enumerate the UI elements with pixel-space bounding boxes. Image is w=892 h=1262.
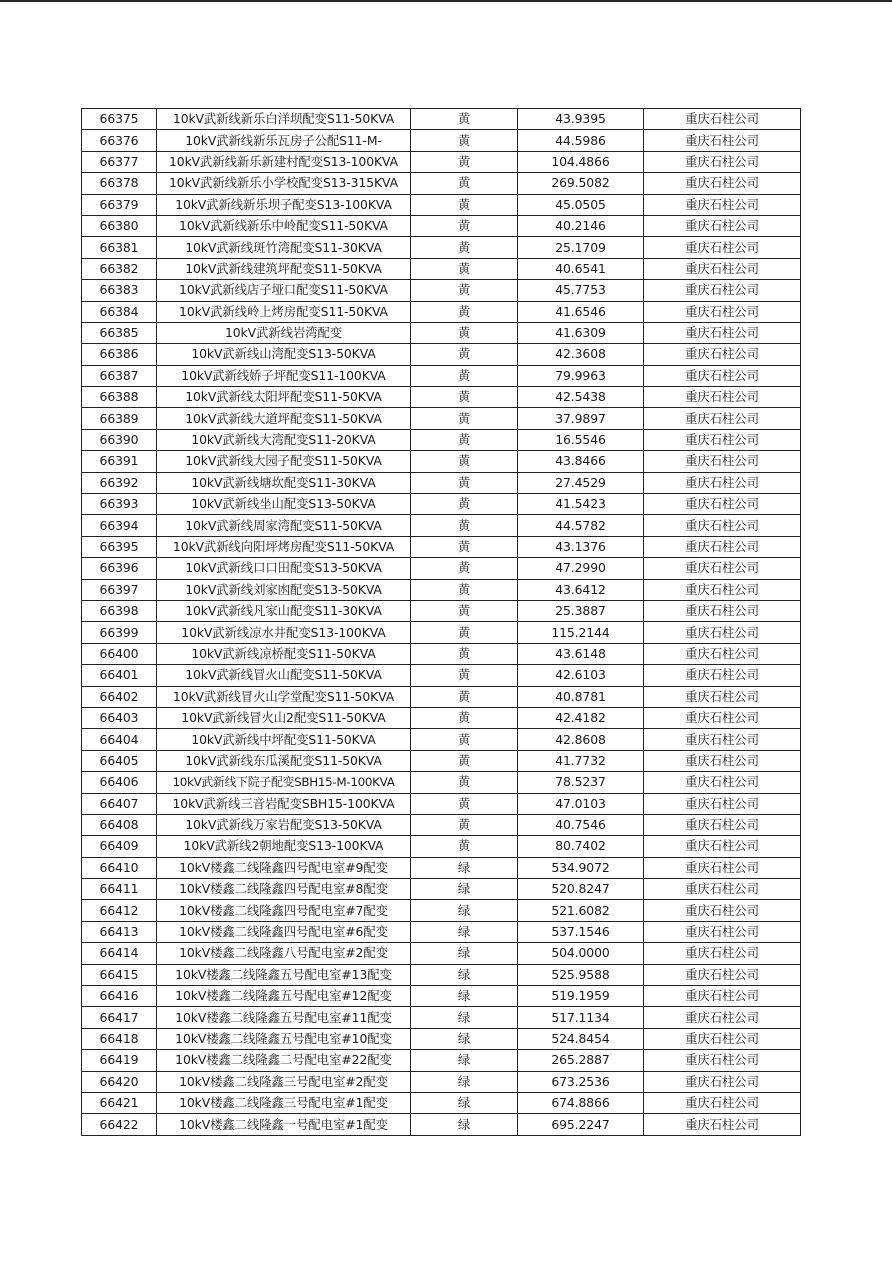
cell-level: 黄 bbox=[411, 729, 518, 750]
table-row bbox=[82, 109, 801, 130]
cell-id: 66392 bbox=[82, 472, 157, 493]
cell-company: 重庆石柱公司 bbox=[644, 879, 801, 900]
cell-name: 10kV楼鑫二线隆鑫四号配电室#8配变 bbox=[157, 879, 411, 900]
cell-value: 80.7402 bbox=[518, 836, 644, 857]
cell-level: 黄 bbox=[411, 814, 518, 835]
cell-level: 黄 bbox=[411, 472, 518, 493]
cell-name: 10kV武新线山湾配变S13-50KVA bbox=[157, 344, 411, 365]
cell-name: 10kV武新线店子垭口配变S11-50KVA bbox=[157, 280, 411, 301]
table-row bbox=[82, 130, 801, 151]
cell-id: 66394 bbox=[82, 515, 157, 536]
cell-value: 25.3887 bbox=[518, 600, 644, 621]
cell-value: 520.8247 bbox=[518, 879, 644, 900]
table-row bbox=[82, 943, 801, 964]
cell-name: 10kV武新线三音岩配变SBH15-100KVA bbox=[157, 793, 411, 814]
cell-id: 66402 bbox=[82, 686, 157, 707]
cell-id: 66413 bbox=[82, 921, 157, 942]
cell-name: 10kV武新线万家岩配变S13-50KVA bbox=[157, 814, 411, 835]
cell-name: 10kV武新线向阳坪烤房配变S11-50KVA bbox=[157, 536, 411, 557]
cell-id: 66414 bbox=[82, 943, 157, 964]
cell-id: 66399 bbox=[82, 622, 157, 643]
cell-id: 66377 bbox=[82, 151, 157, 172]
cell-company: 重庆石柱公司 bbox=[644, 622, 801, 643]
cell-value: 16.5546 bbox=[518, 429, 644, 450]
cell-value: 40.8781 bbox=[518, 686, 644, 707]
cell-name: 10kV武新线太阳坪配变S11-50KVA bbox=[157, 387, 411, 408]
cell-id: 66376 bbox=[82, 130, 157, 151]
cell-id: 66382 bbox=[82, 258, 157, 279]
cell-name: 10kV楼鑫二线隆鑫四号配电室#9配变 bbox=[157, 857, 411, 878]
cell-level: 黄 bbox=[411, 280, 518, 301]
cell-company: 重庆石柱公司 bbox=[644, 365, 801, 386]
cell-id: 66421 bbox=[82, 1092, 157, 1113]
cell-value: 40.7546 bbox=[518, 814, 644, 835]
cell-level: 黄 bbox=[411, 344, 518, 365]
cell-name: 10kV武新线岩湾配变 bbox=[157, 322, 411, 343]
cell-name: 10kV武新线大园子配变S11-50KVA bbox=[157, 451, 411, 472]
table-row bbox=[82, 622, 801, 643]
cell-level: 黄 bbox=[411, 322, 518, 343]
cell-company: 重庆石柱公司 bbox=[644, 600, 801, 621]
table-row bbox=[82, 515, 801, 536]
cell-level: 绿 bbox=[411, 1028, 518, 1049]
cell-level: 黄 bbox=[411, 408, 518, 429]
cell-name: 10kV武新线坐山配变S13-50KVA bbox=[157, 494, 411, 515]
page-top-rule bbox=[0, 0, 892, 2]
cell-name: 10kV武新线下院子配变SBH15-M-100KVA bbox=[157, 772, 411, 793]
cell-value: 43.6148 bbox=[518, 643, 644, 664]
cell-id: 66419 bbox=[82, 1050, 157, 1071]
cell-level: 绿 bbox=[411, 964, 518, 985]
cell-company: 重庆石柱公司 bbox=[644, 215, 801, 236]
cell-company: 重庆石柱公司 bbox=[644, 1007, 801, 1028]
cell-id: 66406 bbox=[82, 772, 157, 793]
cell-id: 66400 bbox=[82, 643, 157, 664]
cell-name: 10kV武新线东瓜溪配变S11-50KVA bbox=[157, 750, 411, 771]
cell-value: 42.4182 bbox=[518, 707, 644, 728]
cell-company: 重庆石柱公司 bbox=[644, 665, 801, 686]
cell-value: 27.4529 bbox=[518, 472, 644, 493]
cell-id: 66401 bbox=[82, 665, 157, 686]
cell-company: 重庆石柱公司 bbox=[644, 814, 801, 835]
cell-value: 41.6309 bbox=[518, 322, 644, 343]
cell-id: 66405 bbox=[82, 750, 157, 771]
cell-level: 绿 bbox=[411, 1071, 518, 1092]
cell-company: 重庆石柱公司 bbox=[644, 130, 801, 151]
cell-company: 重庆石柱公司 bbox=[644, 515, 801, 536]
cell-level: 黄 bbox=[411, 387, 518, 408]
cell-id: 66420 bbox=[82, 1071, 157, 1092]
cell-level: 黄 bbox=[411, 151, 518, 172]
table-row bbox=[82, 665, 801, 686]
cell-value: 41.7732 bbox=[518, 750, 644, 771]
table-row bbox=[82, 301, 801, 322]
cell-company: 重庆石柱公司 bbox=[644, 109, 801, 130]
cell-value: 517.1134 bbox=[518, 1007, 644, 1028]
cell-company: 重庆石柱公司 bbox=[644, 451, 801, 472]
cell-id: 66418 bbox=[82, 1028, 157, 1049]
cell-value: 695.2247 bbox=[518, 1114, 644, 1135]
table-row bbox=[82, 600, 801, 621]
cell-level: 绿 bbox=[411, 921, 518, 942]
cell-id: 66416 bbox=[82, 986, 157, 1007]
cell-id: 66375 bbox=[82, 109, 157, 130]
cell-level: 绿 bbox=[411, 1050, 518, 1071]
cell-company: 重庆石柱公司 bbox=[644, 258, 801, 279]
cell-level: 黄 bbox=[411, 643, 518, 664]
cell-id: 66393 bbox=[82, 494, 157, 515]
cell-company: 重庆石柱公司 bbox=[644, 494, 801, 515]
cell-level: 绿 bbox=[411, 900, 518, 921]
cell-id: 66384 bbox=[82, 301, 157, 322]
cell-level: 黄 bbox=[411, 836, 518, 857]
cell-level: 黄 bbox=[411, 194, 518, 215]
cell-id: 66379 bbox=[82, 194, 157, 215]
cell-value: 37.9897 bbox=[518, 408, 644, 429]
cell-id: 66409 bbox=[82, 836, 157, 857]
cell-level: 黄 bbox=[411, 237, 518, 258]
cell-value: 43.9395 bbox=[518, 109, 644, 130]
cell-id: 66396 bbox=[82, 558, 157, 579]
table-row bbox=[82, 579, 801, 600]
cell-value: 42.6103 bbox=[518, 665, 644, 686]
cell-id: 66387 bbox=[82, 365, 157, 386]
cell-name: 10kV楼鑫二线隆鑫二号配电室#22配变 bbox=[157, 1050, 411, 1071]
table-row bbox=[82, 750, 801, 771]
table-row bbox=[82, 558, 801, 579]
cell-name: 10kV武新线新乐小学校配变S13-315KVA bbox=[157, 173, 411, 194]
cell-name: 10kV武新线凉水井配变S13-100KVA bbox=[157, 622, 411, 643]
cell-value: 79.9963 bbox=[518, 365, 644, 386]
cell-company: 重庆石柱公司 bbox=[644, 793, 801, 814]
cell-company: 重庆石柱公司 bbox=[644, 1114, 801, 1135]
cell-value: 47.2990 bbox=[518, 558, 644, 579]
cell-level: 绿 bbox=[411, 857, 518, 878]
table-row bbox=[82, 1050, 801, 1071]
cell-value: 521.6082 bbox=[518, 900, 644, 921]
cell-id: 66403 bbox=[82, 707, 157, 728]
cell-value: 40.2146 bbox=[518, 215, 644, 236]
cell-name: 10kV武新线周家湾配变S11-50KVA bbox=[157, 515, 411, 536]
cell-company: 重庆石柱公司 bbox=[644, 173, 801, 194]
table-row bbox=[82, 472, 801, 493]
cell-company: 重庆石柱公司 bbox=[644, 536, 801, 557]
cell-company: 重庆石柱公司 bbox=[644, 194, 801, 215]
cell-id: 66415 bbox=[82, 964, 157, 985]
cell-name: 10kV武新线斑竹湾配变S11-30KVA bbox=[157, 237, 411, 258]
table-row bbox=[82, 429, 801, 450]
table-row bbox=[82, 365, 801, 386]
cell-id: 66386 bbox=[82, 344, 157, 365]
cell-id: 66395 bbox=[82, 536, 157, 557]
cell-company: 重庆石柱公司 bbox=[644, 921, 801, 942]
cell-name: 10kV楼鑫二线隆鑫一号配电室#1配变 bbox=[157, 1114, 411, 1135]
cell-value: 42.8608 bbox=[518, 729, 644, 750]
table-row bbox=[82, 729, 801, 750]
table-row bbox=[82, 494, 801, 515]
table-row bbox=[82, 322, 801, 343]
cell-value: 44.5986 bbox=[518, 130, 644, 151]
table-row bbox=[82, 408, 801, 429]
cell-level: 黄 bbox=[411, 258, 518, 279]
cell-value: 45.0505 bbox=[518, 194, 644, 215]
table-row bbox=[82, 921, 801, 942]
cell-company: 重庆石柱公司 bbox=[644, 729, 801, 750]
cell-company: 重庆石柱公司 bbox=[644, 707, 801, 728]
cell-name: 10kV武新线新乐新建村配变S13-100KVA bbox=[157, 151, 411, 172]
cell-company: 重庆石柱公司 bbox=[644, 986, 801, 1007]
cell-level: 黄 bbox=[411, 793, 518, 814]
cell-name: 10kV武新线新乐白洋坝配变S11-50KVA bbox=[157, 109, 411, 130]
cell-name: 10kV武新线新乐坝子配变S13-100KVA bbox=[157, 194, 411, 215]
cell-name: 10kV武新线冒火山学堂配变S11-50KVA bbox=[157, 686, 411, 707]
table-row bbox=[82, 173, 801, 194]
cell-id: 66383 bbox=[82, 280, 157, 301]
cell-level: 绿 bbox=[411, 943, 518, 964]
table-row bbox=[82, 986, 801, 1007]
cell-name: 10kV武新线岭上烤房配变S11-50KVA bbox=[157, 301, 411, 322]
cell-level: 黄 bbox=[411, 494, 518, 515]
cell-value: 42.5438 bbox=[518, 387, 644, 408]
cell-id: 66411 bbox=[82, 879, 157, 900]
cell-id: 66412 bbox=[82, 900, 157, 921]
cell-name: 10kV武新线娇子坪配变S11-100KVA bbox=[157, 365, 411, 386]
cell-company: 重庆石柱公司 bbox=[644, 943, 801, 964]
cell-id: 66381 bbox=[82, 237, 157, 258]
cell-value: 504.0000 bbox=[518, 943, 644, 964]
cell-name: 10kV楼鑫二线隆鑫五号配电室#11配变 bbox=[157, 1007, 411, 1028]
cell-value: 44.5782 bbox=[518, 515, 644, 536]
cell-name: 10kV楼鑫二线隆鑫五号配电室#12配变 bbox=[157, 986, 411, 1007]
cell-name: 10kV武新线2朝地配变S13-100KVA bbox=[157, 836, 411, 857]
cell-level: 绿 bbox=[411, 1114, 518, 1135]
cell-name: 10kV武新线口口田配变S13-50KVA bbox=[157, 558, 411, 579]
cell-id: 66389 bbox=[82, 408, 157, 429]
cell-company: 重庆石柱公司 bbox=[644, 686, 801, 707]
cell-level: 黄 bbox=[411, 109, 518, 130]
cell-id: 66410 bbox=[82, 857, 157, 878]
cell-company: 重庆石柱公司 bbox=[644, 344, 801, 365]
cell-company: 重庆石柱公司 bbox=[644, 857, 801, 878]
cell-value: 41.5423 bbox=[518, 494, 644, 515]
cell-id: 66388 bbox=[82, 387, 157, 408]
cell-level: 黄 bbox=[411, 215, 518, 236]
cell-id: 66404 bbox=[82, 729, 157, 750]
cell-value: 534.9072 bbox=[518, 857, 644, 878]
cell-value: 265.2887 bbox=[518, 1050, 644, 1071]
cell-level: 黄 bbox=[411, 600, 518, 621]
cell-name: 10kV武新线新乐瓦房子公配S11-M- bbox=[157, 130, 411, 151]
cell-company: 重庆石柱公司 bbox=[644, 301, 801, 322]
cell-name: 10kV武新线冒火山配变S11-50KVA bbox=[157, 665, 411, 686]
cell-name: 10kV楼鑫二线隆鑫五号配电室#13配变 bbox=[157, 964, 411, 985]
cell-value: 525.9588 bbox=[518, 964, 644, 985]
cell-name: 10kV楼鑫二线隆鑫三号配电室#2配变 bbox=[157, 1071, 411, 1092]
cell-name: 10kV楼鑫二线隆鑫五号配电室#10配变 bbox=[157, 1028, 411, 1049]
cell-id: 66380 bbox=[82, 215, 157, 236]
cell-company: 重庆石柱公司 bbox=[644, 151, 801, 172]
cell-company: 重庆石柱公司 bbox=[644, 750, 801, 771]
cell-value: 524.8454 bbox=[518, 1028, 644, 1049]
cell-level: 黄 bbox=[411, 536, 518, 557]
cell-level: 黄 bbox=[411, 665, 518, 686]
cell-value: 115.2144 bbox=[518, 622, 644, 643]
table-row bbox=[82, 836, 801, 857]
cell-level: 黄 bbox=[411, 558, 518, 579]
cell-value: 43.1376 bbox=[518, 536, 644, 557]
cell-level: 黄 bbox=[411, 579, 518, 600]
table-row bbox=[82, 536, 801, 557]
cell-company: 重庆石柱公司 bbox=[644, 836, 801, 857]
cell-name: 10kV武新线中坪配变S11-50KVA bbox=[157, 729, 411, 750]
cell-company: 重庆石柱公司 bbox=[644, 1028, 801, 1049]
cell-name: 10kV武新线大道坪配变S11-50KVA bbox=[157, 408, 411, 429]
table-row bbox=[82, 194, 801, 215]
table-row bbox=[82, 707, 801, 728]
table-row bbox=[82, 237, 801, 258]
cell-id: 66391 bbox=[82, 451, 157, 472]
cell-value: 25.1709 bbox=[518, 237, 644, 258]
table-row bbox=[82, 451, 801, 472]
cell-company: 重庆石柱公司 bbox=[644, 579, 801, 600]
cell-value: 519.1959 bbox=[518, 986, 644, 1007]
table-row bbox=[82, 1071, 801, 1092]
table-row bbox=[82, 793, 801, 814]
cell-level: 黄 bbox=[411, 622, 518, 643]
table-row bbox=[82, 387, 801, 408]
table-row bbox=[82, 964, 801, 985]
cell-value: 45.7753 bbox=[518, 280, 644, 301]
cell-name: 10kV楼鑫二线隆鑫八号配电室#2配变 bbox=[157, 943, 411, 964]
cell-id: 66385 bbox=[82, 322, 157, 343]
cell-value: 673.2536 bbox=[518, 1071, 644, 1092]
cell-company: 重庆石柱公司 bbox=[644, 1071, 801, 1092]
cell-value: 47.0103 bbox=[518, 793, 644, 814]
cell-company: 重庆石柱公司 bbox=[644, 408, 801, 429]
cell-id: 66378 bbox=[82, 173, 157, 194]
table-row bbox=[82, 1007, 801, 1028]
cell-company: 重庆石柱公司 bbox=[644, 429, 801, 450]
cell-name: 10kV楼鑫二线隆鑫四号配电室#7配变 bbox=[157, 900, 411, 921]
cell-value: 269.5082 bbox=[518, 173, 644, 194]
table-row bbox=[82, 879, 801, 900]
cell-company: 重庆石柱公司 bbox=[644, 387, 801, 408]
cell-company: 重庆石柱公司 bbox=[644, 280, 801, 301]
table-row bbox=[82, 1028, 801, 1049]
cell-company: 重庆石柱公司 bbox=[644, 322, 801, 343]
cell-company: 重庆石柱公司 bbox=[644, 900, 801, 921]
cell-level: 黄 bbox=[411, 130, 518, 151]
cell-name: 10kV武新线大湾配变S11-20KVA bbox=[157, 429, 411, 450]
table-row bbox=[82, 686, 801, 707]
table-row bbox=[82, 1092, 801, 1113]
table-row bbox=[82, 1114, 801, 1135]
cell-id: 66408 bbox=[82, 814, 157, 835]
cell-name: 10kV武新线凡家山配变S11-30KVA bbox=[157, 600, 411, 621]
cell-level: 黄 bbox=[411, 515, 518, 536]
cell-name: 10kV武新线新乐中岭配变S11-50KVA bbox=[157, 215, 411, 236]
cell-company: 重庆石柱公司 bbox=[644, 964, 801, 985]
cell-id: 66398 bbox=[82, 600, 157, 621]
table-row bbox=[82, 258, 801, 279]
cell-company: 重庆石柱公司 bbox=[644, 472, 801, 493]
table-row bbox=[82, 643, 801, 664]
cell-value: 43.8466 bbox=[518, 451, 644, 472]
table-row bbox=[82, 280, 801, 301]
cell-id: 66407 bbox=[82, 793, 157, 814]
table-body bbox=[82, 109, 801, 1136]
table-row bbox=[82, 900, 801, 921]
cell-id: 66422 bbox=[82, 1114, 157, 1135]
cell-level: 黄 bbox=[411, 772, 518, 793]
cell-company: 重庆石柱公司 bbox=[644, 558, 801, 579]
cell-level: 黄 bbox=[411, 750, 518, 771]
cell-name: 10kV武新线冒火山2配变S11-50KVA bbox=[157, 707, 411, 728]
cell-company: 重庆石柱公司 bbox=[644, 643, 801, 664]
cell-level: 黄 bbox=[411, 686, 518, 707]
cell-company: 重庆石柱公司 bbox=[644, 772, 801, 793]
table-row bbox=[82, 814, 801, 835]
cell-value: 43.6412 bbox=[518, 579, 644, 600]
cell-level: 黄 bbox=[411, 429, 518, 450]
cell-value: 40.6541 bbox=[518, 258, 644, 279]
cell-value: 674.8866 bbox=[518, 1092, 644, 1113]
cell-name: 10kV武新线刘家凼配变S13-50KVA bbox=[157, 579, 411, 600]
cell-company: 重庆石柱公司 bbox=[644, 1092, 801, 1113]
cell-company: 重庆石柱公司 bbox=[644, 237, 801, 258]
cell-company: 重庆石柱公司 bbox=[644, 1050, 801, 1071]
cell-level: 黄 bbox=[411, 173, 518, 194]
cell-level: 绿 bbox=[411, 879, 518, 900]
table-row bbox=[82, 215, 801, 236]
table-row bbox=[82, 772, 801, 793]
cell-value: 537.1546 bbox=[518, 921, 644, 942]
cell-name: 10kV武新线建筑坪配变S11-50KVA bbox=[157, 258, 411, 279]
cell-id: 66417 bbox=[82, 1007, 157, 1028]
cell-level: 绿 bbox=[411, 1092, 518, 1113]
cell-level: 绿 bbox=[411, 1007, 518, 1028]
cell-value: 42.3608 bbox=[518, 344, 644, 365]
cell-value: 104.4866 bbox=[518, 151, 644, 172]
cell-name: 10kV楼鑫二线隆鑫三号配电室#1配变 bbox=[157, 1092, 411, 1113]
cell-id: 66397 bbox=[82, 579, 157, 600]
table-row bbox=[82, 151, 801, 172]
cell-level: 黄 bbox=[411, 707, 518, 728]
cell-level: 黄 bbox=[411, 301, 518, 322]
cell-name: 10kV楼鑫二线隆鑫四号配电室#6配变 bbox=[157, 921, 411, 942]
cell-value: 41.6546 bbox=[518, 301, 644, 322]
cell-name: 10kV武新线塘坎配变S11-30KVA bbox=[157, 472, 411, 493]
table-row bbox=[82, 344, 801, 365]
cell-level: 黄 bbox=[411, 365, 518, 386]
table-row bbox=[82, 857, 801, 878]
cell-name: 10kV武新线凉桥配变S11-50KVA bbox=[157, 643, 411, 664]
transformer-data-table bbox=[81, 108, 801, 1136]
cell-level: 绿 bbox=[411, 986, 518, 1007]
cell-value: 78.5237 bbox=[518, 772, 644, 793]
cell-level: 黄 bbox=[411, 451, 518, 472]
cell-id: 66390 bbox=[82, 429, 157, 450]
